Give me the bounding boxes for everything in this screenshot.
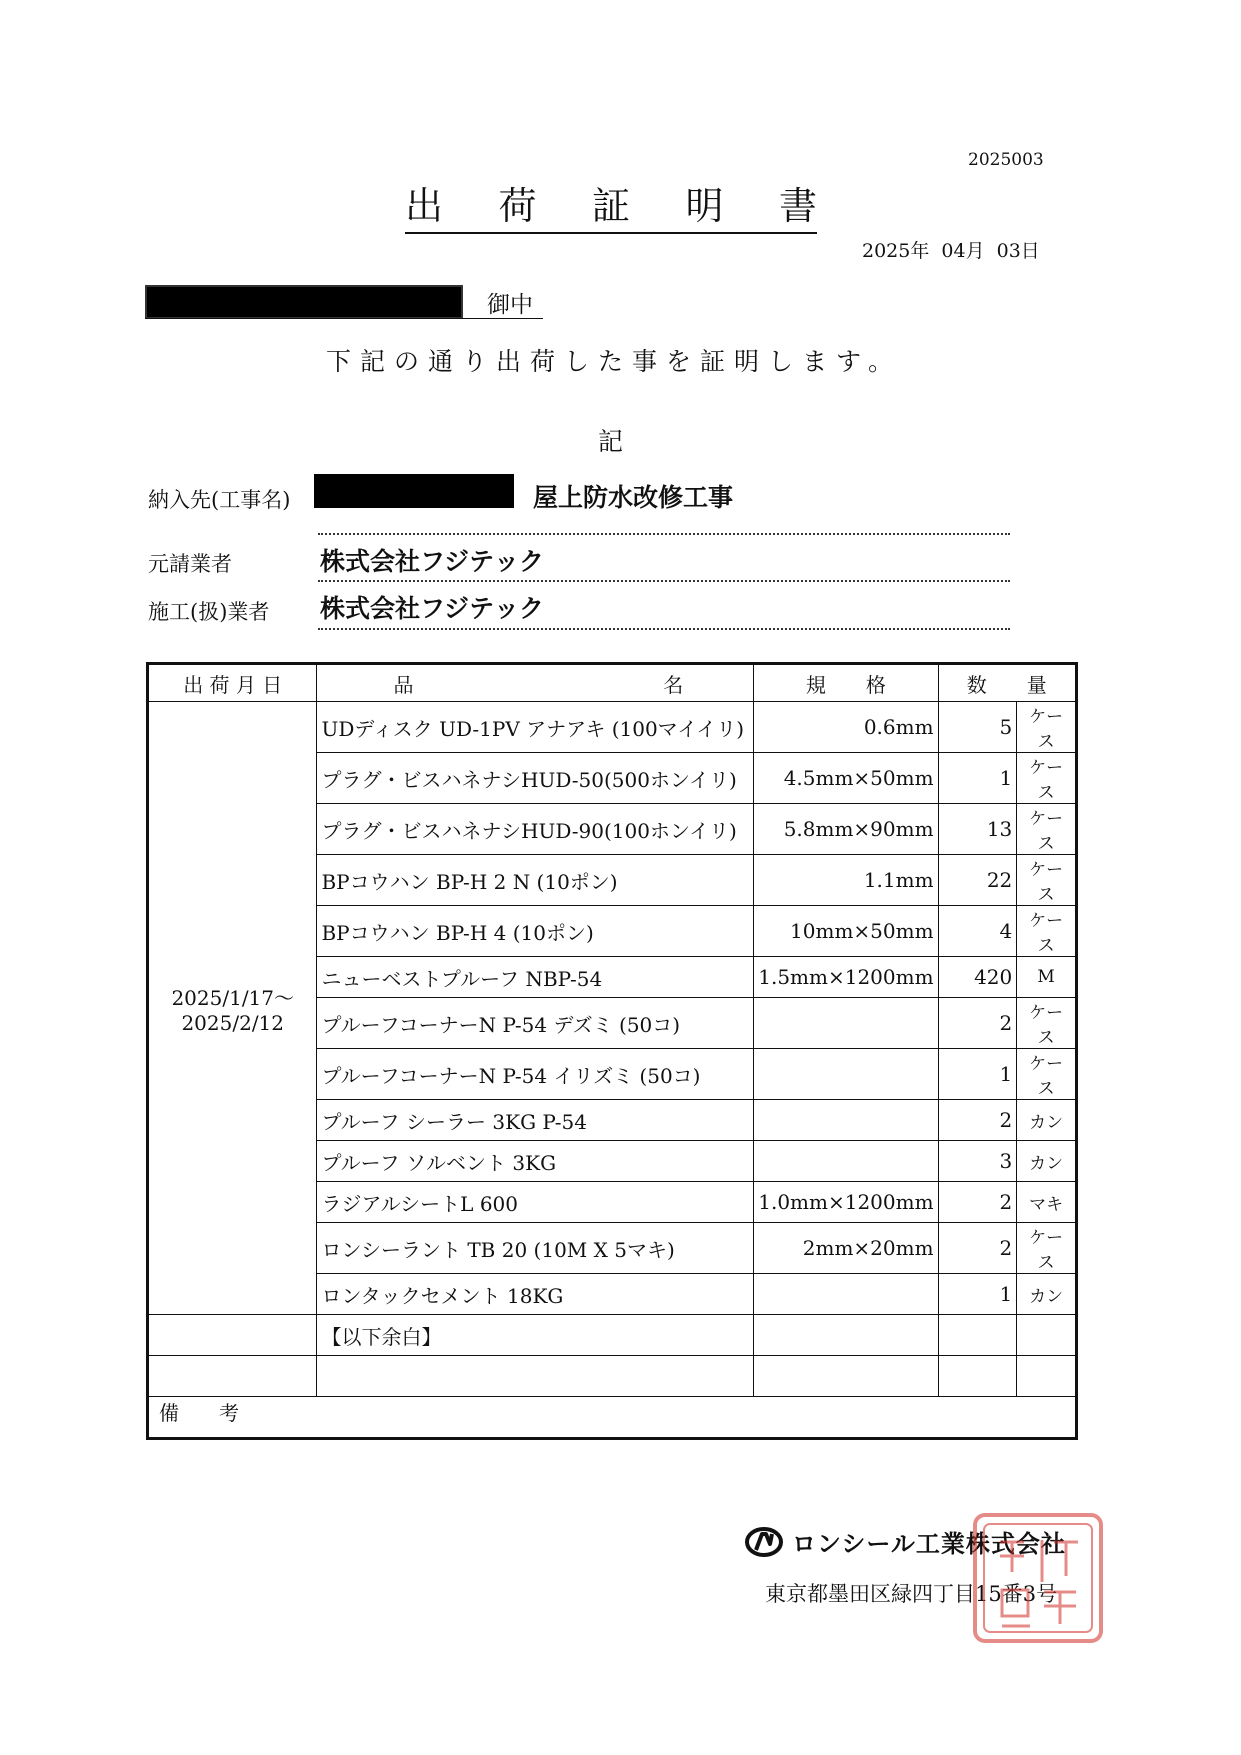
- item-name: プルーフコーナーN P-54 デズミ (50コ): [317, 998, 754, 1049]
- table-header-row: [148, 664, 1077, 702]
- item-spec: 0.6mm: [754, 702, 938, 753]
- item-spec: 10mm×50mm: [754, 906, 938, 957]
- item-name: プルーフコーナーN P-54 イリズミ (50コ): [317, 1049, 754, 1100]
- shipment-date-range: [148, 702, 317, 1315]
- delivery-value: 屋上防水改修工事: [533, 483, 734, 512]
- date-range-end: 2025/2/12: [181, 1010, 285, 1035]
- dotted-line: [318, 628, 1010, 630]
- item-name: プルーフ シーラー 3KG P-54: [317, 1100, 754, 1141]
- item-spec: [754, 1141, 938, 1182]
- prime-contractor-value: 株式会社フジテック: [320, 547, 545, 576]
- item-qty: 1: [938, 1049, 1017, 1100]
- title-char: 証: [591, 184, 630, 228]
- dotted-line: [318, 533, 1010, 535]
- item-spec: 1.5mm×1200mm: [754, 957, 938, 998]
- item-spec: [754, 1274, 938, 1315]
- item-name: BPコウハン BP-H 2 N (10ポン): [317, 855, 754, 906]
- certification-statement: 下記の通り出荷した事を証明します。: [326, 347, 903, 376]
- item-spec: 5.8mm×90mm: [754, 804, 938, 855]
- item-spec: 1.0mm×1200mm: [754, 1182, 938, 1223]
- item-name: ロンシーラント TB 20 (10M X 5マキ): [317, 1223, 754, 1274]
- item-qty: 2: [938, 998, 1017, 1049]
- item-qty: 22: [938, 855, 1017, 906]
- table-row: [148, 1315, 1077, 1356]
- header-spec: 規 格: [754, 664, 938, 702]
- company-seal-icon: [972, 1512, 1104, 1644]
- item-unit: ケース: [1017, 804, 1077, 855]
- header-name-right: 名: [663, 672, 684, 697]
- shipment-table: [146, 662, 1078, 1440]
- header-date: 出 荷 月 日: [148, 664, 317, 702]
- title-char: 荷: [498, 184, 537, 228]
- blank-note: 【以下余白】: [317, 1315, 754, 1356]
- redacted-project: [314, 474, 514, 508]
- item-unit: ケース: [1017, 855, 1077, 906]
- title-char: 明: [685, 184, 724, 228]
- item-qty: 5: [938, 702, 1017, 753]
- ki-heading: 記: [598, 427, 624, 456]
- item-name: ニューベストプルーフ NBP-54: [317, 957, 754, 998]
- item-unit: M: [1017, 957, 1077, 998]
- document-number: 2025003: [968, 150, 1044, 170]
- item-qty: 420: [938, 957, 1017, 998]
- item-spec: 1.1mm: [754, 855, 938, 906]
- table-row: [148, 702, 1077, 753]
- item-qty: 3: [938, 1141, 1017, 1182]
- item-unit: カン: [1017, 1141, 1077, 1182]
- item-qty: 4: [938, 906, 1017, 957]
- issue-date: 2025年 04月 03日: [862, 240, 1040, 262]
- item-qty: 13: [938, 804, 1017, 855]
- item-name: BPコウハン BP-H 4 (10ポン): [317, 906, 754, 957]
- page-title: [405, 175, 817, 234]
- company-logo-icon: [744, 1526, 784, 1558]
- item-name: プラグ・ビスハネナシHUD-50(500ホンイリ): [317, 753, 754, 804]
- dotted-line: [318, 580, 1010, 582]
- item-unit: ケース: [1017, 906, 1077, 957]
- remarks-cell: [148, 1397, 1077, 1439]
- item-unit: ケース: [1017, 753, 1077, 804]
- item-qty: 1: [938, 1274, 1017, 1315]
- recipient-suffix: 御中: [487, 292, 533, 318]
- table-row: [148, 1356, 1077, 1397]
- item-spec: 2mm×20mm: [754, 1223, 938, 1274]
- item-qty: 1: [938, 753, 1017, 804]
- redacted-recipient: [145, 285, 463, 319]
- contractor-value: 株式会社フジテック: [320, 594, 545, 623]
- header-qty: 数 量: [938, 664, 1076, 702]
- prime-contractor-label: 元請業者: [148, 552, 232, 576]
- title-char: 書: [778, 184, 817, 228]
- header-name: [317, 664, 754, 702]
- item-qty: 2: [938, 1182, 1017, 1223]
- item-unit: ケース: [1017, 998, 1077, 1049]
- header-name-left: 品: [393, 672, 414, 697]
- remarks-row: [148, 1397, 1077, 1439]
- remarks-label: 備 考: [159, 1401, 239, 1425]
- item-unit: ケース: [1017, 1049, 1077, 1100]
- item-name: プラグ・ビスハネナシHUD-90(100ホンイリ): [317, 804, 754, 855]
- item-unit: ケース: [1017, 702, 1077, 753]
- item-name: UDディスク UD-1PV アナアキ (100マイイリ): [317, 702, 754, 753]
- item-unit: マキ: [1017, 1182, 1077, 1223]
- item-spec: [754, 1049, 938, 1100]
- delivery-label: 納入先(工事名): [148, 488, 291, 512]
- item-name: ラジアルシートL 600: [317, 1182, 754, 1223]
- item-unit: カン: [1017, 1274, 1077, 1315]
- recipient-underline: [145, 318, 543, 319]
- title-char: 出: [405, 184, 444, 228]
- issuer-address: 東京都墨田区緑四丁目15番3号: [765, 1582, 1058, 1606]
- item-qty: 2: [938, 1223, 1017, 1274]
- contractor-label: 施工(扱)業者: [148, 600, 270, 624]
- item-spec: 4.5mm×50mm: [754, 753, 938, 804]
- item-name: ロンタックセメント 18KG: [317, 1274, 754, 1315]
- item-spec: [754, 998, 938, 1049]
- item-name: プルーフ ソルベント 3KG: [317, 1141, 754, 1182]
- issuer-company: ロンシール工業株式会社: [792, 1530, 1066, 1558]
- item-qty: 2: [938, 1100, 1017, 1141]
- item-unit: カン: [1017, 1100, 1077, 1141]
- item-spec: [754, 1100, 938, 1141]
- item-unit: ケース: [1017, 1223, 1077, 1274]
- date-range-start: 2025/1/17～: [171, 985, 295, 1010]
